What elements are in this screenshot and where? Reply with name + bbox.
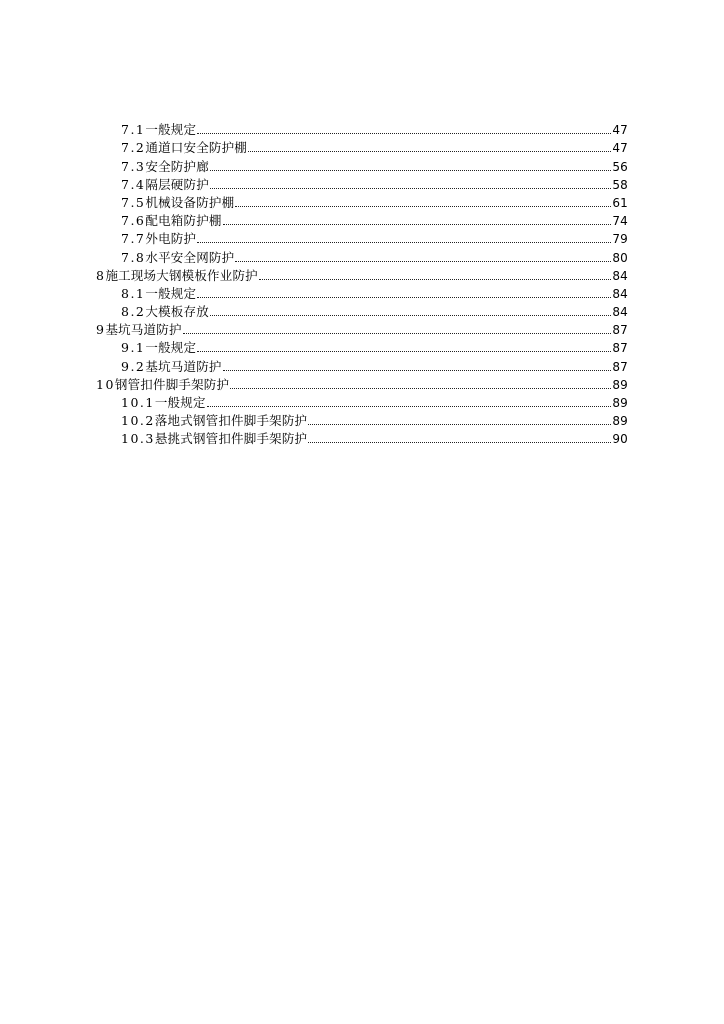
toc-entry-page: 56 [612,159,628,174]
toc-entry-number: 8 [96,267,106,283]
toc-entry-title: 配电箱防护棚 [145,213,222,229]
toc-entry-number: 7.1 [121,122,146,138]
toc-entry-title: 悬挑式钢管扣件脚手架防护 [154,431,308,447]
toc-entry-number: 10.1 [121,395,155,410]
toc-dot-leader [197,350,611,352]
toc-dot-leader [223,369,612,371]
toc-entry-page: 84 [612,286,628,301]
toc-entry-title: 隔层硬防护 [145,176,209,192]
toc-entry[interactable] [96,357,628,375]
toc-dot-leader [223,223,612,225]
toc-entry[interactable] [96,339,628,357]
toc-entry-title: 一般规定 [145,340,197,356]
toc-entry[interactable] [96,157,628,175]
toc-entry-title: 钢管扣件脚手架防护 [114,376,230,392]
toc-entry[interactable] [96,248,628,266]
toc-entry-page: 90 [612,432,628,447]
toc-entry-number: 7.2 [121,140,146,156]
toc-dot-leader [308,423,611,425]
toc-entry-number: 10 [96,376,115,392]
toc-entry-title: 水平安全网防护 [145,249,235,265]
toc-entry[interactable] [96,285,628,303]
toc-entry[interactable] [96,176,628,194]
toc-entry[interactable] [96,267,628,285]
toc-entry-title: 一般规定 [145,285,197,301]
toc-entry-page: 47 [612,141,628,156]
toc-entry[interactable] [96,139,628,157]
toc-entry-number: 7.5 [121,194,146,210]
toc-entry-page: 87 [612,341,628,356]
toc-entry[interactable] [96,412,628,430]
toc-entry[interactable] [96,430,628,448]
toc-entry-title: 外电防护 [145,231,197,247]
toc-dot-leader [308,441,611,443]
toc-dot-leader [207,405,612,407]
toc-entry-page: 74 [612,214,628,229]
toc-dot-leader [183,332,612,334]
toc-entry-title: 基坑马道防护 [145,358,222,374]
table-of-contents [96,121,628,448]
toc-entry-number: 8.1 [121,285,146,301]
toc-dot-leader [210,187,611,189]
toc-entry-title: 施工现场大钢模板作业防护 [105,267,258,283]
toc-entry-page: 89 [612,396,628,410]
toc-entry-page: 89 [612,414,628,429]
toc-dot-leader [259,278,611,280]
toc-dot-leader [210,314,611,316]
toc-entry-title: 基坑马道防护 [105,322,182,338]
toc-entry[interactable] [96,376,628,394]
toc-entry-page: 84 [612,305,628,320]
toc-entry-number: 7.3 [121,158,146,174]
toc-dot-leader [197,241,611,243]
toc-entry[interactable] [96,394,628,412]
toc-entry-page: 87 [612,323,628,338]
toc-dot-leader [197,296,611,298]
toc-entry-number: 9.2 [121,358,146,374]
toc-entry-number: 9.1 [121,340,146,356]
toc-entry-title: 机械设备防护棚 [145,194,235,210]
toc-entry-number: 7.6 [121,213,146,229]
toc-entry-page: 79 [612,232,628,247]
toc-entry-title: 通道口安全防护棚 [145,140,247,156]
toc-entry[interactable] [96,212,628,230]
toc-entry[interactable] [96,230,628,248]
toc-entry-title: 安全防护廊 [145,158,209,174]
toc-entry-number: 7.7 [121,231,146,247]
toc-entry-page: 47 [612,123,628,138]
toc-entry-title: 落地式钢管扣件脚手架防护 [154,413,308,429]
toc-entry[interactable] [96,194,628,212]
toc-dot-leader [197,132,611,134]
toc-entry-number: 7.8 [121,249,146,265]
toc-dot-leader [235,205,611,207]
toc-dot-leader [248,150,611,152]
toc-dot-leader [235,260,611,262]
toc-entry-number: 9 [96,322,106,338]
toc-entry-title: 一般规定 [145,122,197,138]
toc-entry[interactable] [96,121,628,139]
toc-dot-leader [230,387,611,389]
toc-entry-page: 58 [612,177,628,192]
toc-dot-leader [210,169,611,171]
toc-entry-title: 大模板存放 [145,304,209,320]
toc-entry-page: 84 [612,268,628,283]
toc-entry-number: 7.4 [121,176,146,192]
toc-entry-number: 10.3 [121,431,155,447]
toc-entry-page: 87 [612,359,628,374]
toc-entry-page: 89 [612,377,628,392]
toc-entry-page: 80 [612,250,628,265]
toc-entry-number: 8.2 [121,304,146,320]
toc-entry[interactable] [96,321,628,339]
toc-entry-title: 一般规定 [154,395,206,410]
toc-entry[interactable] [96,303,628,321]
toc-entry-number: 10.2 [121,413,155,429]
toc-entry-page: 61 [612,195,628,210]
